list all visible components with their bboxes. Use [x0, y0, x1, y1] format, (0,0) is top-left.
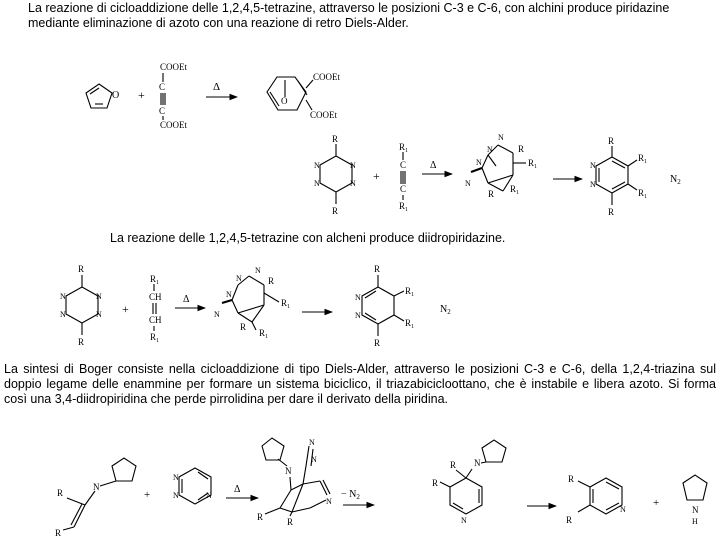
- svg-text:N: N: [96, 310, 102, 319]
- plus-sign: +: [144, 489, 151, 501]
- triazine-molecule: [173, 468, 212, 504]
- svg-text:R: R: [332, 134, 339, 144]
- svg-text:R: R: [374, 264, 381, 274]
- svg-text:N: N: [476, 158, 482, 167]
- svg-text:N: N: [355, 311, 361, 320]
- svg-text:N: N: [255, 266, 261, 275]
- alkene-r1: [149, 274, 162, 344]
- diethyl-acetylenedicarboxylate: [159, 62, 187, 130]
- svg-text:R1: $R_1$: [281, 298, 291, 310]
- svg-text:N: N: [692, 505, 699, 515]
- svg-text:R1: $R_1$: [638, 153, 648, 165]
- reaction-arrow-heat-4: [175, 294, 205, 308]
- svg-text:R1: $R_1$: [405, 286, 415, 298]
- svg-text:R1: $R_1$: [528, 158, 538, 170]
- svg-text:N: N: [314, 161, 320, 170]
- enamine-molecule: [55, 458, 136, 538]
- svg-text:N: N: [326, 497, 332, 506]
- svg-text:R1: $R_1$: [405, 318, 415, 330]
- svg-text:N: N: [465, 179, 471, 188]
- paragraph-boger-synthesis: La sintesi di Boger consiste nella cicloaddizione di tipo Diels-Alder, attraverso le posizioni C-3 e C-6, della 1,2,4-triazina sul doppio legame delle enammine per formare un sistema biciclico, il triazabicicloottano, che è instabile e libera azoto. Si forma così una 3,4-diidropiridina che perde pirrolidina per dare il derivato della piridina.: [4, 362, 716, 406]
- svg-text:N: N: [355, 293, 361, 302]
- svg-text:− N2: − $N_2$: [341, 489, 360, 501]
- svg-text:R: R: [287, 517, 294, 527]
- plus-sign: +: [373, 169, 380, 183]
- svg-text:R1: $R_1$: [399, 201, 409, 213]
- plus-sign: +: [653, 497, 660, 509]
- furan-molecule: [86, 84, 119, 108]
- svg-text:R: R: [55, 528, 62, 538]
- svg-text:N: N: [93, 482, 100, 492]
- reaction-arrow-minus-n2: [341, 489, 374, 505]
- pyridazine-product: [590, 136, 647, 217]
- svg-text:N: N: [498, 133, 504, 142]
- svg-text:R: R: [332, 206, 339, 216]
- svg-text:C: C: [400, 160, 407, 170]
- reaction-arrow-heat-1: [206, 81, 237, 97]
- alkyne-r1: [399, 142, 408, 213]
- svg-text:R: R: [566, 515, 573, 525]
- svg-text:R1: $R_1$: [150, 274, 160, 286]
- svg-text:N: N: [206, 491, 212, 500]
- svg-text:CH: CH: [149, 292, 162, 302]
- svg-text:N: N: [350, 179, 356, 188]
- svg-text:N: N: [236, 274, 242, 283]
- svg-text:N: N: [311, 455, 317, 464]
- svg-text:N: N: [60, 310, 66, 319]
- svg-text:N: N: [309, 438, 315, 447]
- oxabicyclic-adduct: [267, 72, 340, 120]
- dihydropyridazine-product: [355, 264, 414, 348]
- plus-sign: +: [138, 88, 145, 102]
- plus-sign: +: [122, 302, 129, 316]
- svg-text:R: R: [374, 338, 381, 348]
- svg-text:N: N: [96, 292, 102, 301]
- svg-text:Δ: Δ: [213, 81, 221, 93]
- svg-text:Δ: Δ: [183, 294, 190, 305]
- svg-text:N: N: [60, 292, 66, 301]
- svg-text:R: R: [608, 136, 615, 146]
- svg-text:Δ: Δ: [430, 160, 437, 171]
- svg-text:R: R: [257, 512, 264, 522]
- svg-text:R1: $R_1$: [638, 188, 648, 200]
- pyridine-product: [566, 474, 626, 525]
- svg-text:R: R: [78, 337, 85, 347]
- svg-text:CH: CH: [149, 315, 162, 325]
- svg-text:R1: $R_1$: [399, 142, 409, 154]
- svg-text:N: N: [590, 161, 596, 170]
- tetrazine-molecule-2: [60, 264, 102, 347]
- svg-text:COOEt: COOEt: [160, 62, 187, 72]
- svg-text:N: N: [487, 145, 493, 154]
- svg-text:C: C: [400, 184, 407, 194]
- bicyclic-intermediate-1: [465, 133, 537, 199]
- svg-text:N: N: [350, 161, 356, 170]
- svg-text:N: N: [173, 491, 179, 500]
- reaction-arrow-heat-2: [422, 160, 452, 174]
- svg-text:Δ: Δ: [234, 484, 241, 495]
- reaction-arrow-heat-6: [226, 484, 258, 498]
- tetrazine-molecule-1: [314, 134, 356, 216]
- svg-text:R: R: [568, 474, 575, 484]
- svg-text:N: N: [314, 179, 320, 188]
- paragraph-alkenes: La reazione delle 1,2,4,5-tetrazine con alcheni produce diidropiridazine.: [110, 231, 506, 245]
- svg-text:COOEt: COOEt: [313, 72, 340, 82]
- nitrogen-byproduct-2: $N_2$: [440, 304, 451, 316]
- svg-text:N: N: [214, 310, 220, 319]
- svg-text:C: C: [159, 106, 166, 116]
- pyrrolidine-byproduct: [683, 475, 707, 526]
- svg-text:N: N: [461, 516, 467, 525]
- svg-text:COOEt: COOEt: [310, 110, 337, 120]
- svg-text:R: R: [518, 144, 525, 154]
- svg-text:R: R: [488, 189, 495, 199]
- triazabicyclooctane-intermediate: [257, 438, 332, 527]
- svg-text:R: R: [268, 276, 275, 286]
- dihydropyridine-intermediate: [432, 440, 506, 525]
- svg-text:N: N: [285, 466, 292, 476]
- intro-paragraph-alkynes: La reazione di cicloaddizione delle 1,2,4,5-tetrazine, attraverso le posizioni C-3 e C-6, con alchini produce piridazine mediante eliminazione di azoto con una reazione di retro Diels-Alder.: [28, 1, 670, 30]
- svg-text:O: O: [281, 96, 288, 106]
- svg-text:R1: $R_1$: [510, 184, 520, 196]
- svg-text:N: N: [474, 458, 481, 468]
- nitrogen-byproduct-1: $N_2$: [670, 174, 681, 186]
- svg-text:R: R: [57, 488, 64, 498]
- svg-text:O: O: [112, 90, 120, 101]
- svg-text:N: N: [226, 290, 232, 299]
- svg-text:R1: $R_1$: [150, 332, 160, 344]
- svg-text:R: R: [240, 322, 247, 332]
- svg-text:R1: $R_1$: [259, 328, 269, 340]
- svg-text:R: R: [432, 478, 439, 488]
- svg-text:N: N: [173, 473, 179, 482]
- svg-text:H: H: [692, 517, 698, 526]
- svg-text:C: C: [159, 82, 166, 92]
- svg-text:R: R: [78, 264, 85, 274]
- svg-text:N: N: [590, 180, 596, 189]
- svg-text:N: N: [620, 505, 626, 514]
- svg-text:COOEt: COOEt: [160, 120, 187, 130]
- bicyclic-intermediate-2: [214, 266, 290, 340]
- svg-text:R: R: [450, 460, 457, 470]
- svg-text:R: R: [608, 207, 615, 217]
